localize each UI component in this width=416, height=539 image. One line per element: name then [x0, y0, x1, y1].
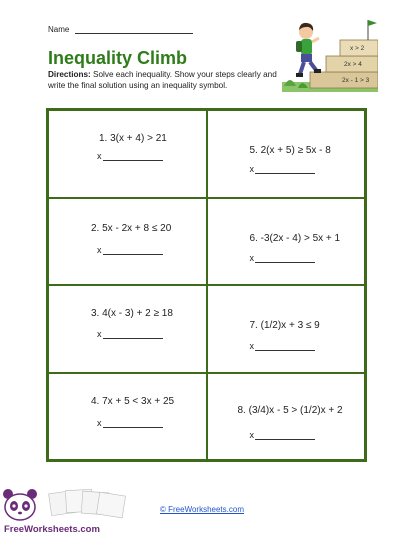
answer-field-2[interactable] — [97, 245, 163, 255]
answer-line-5[interactable] — [255, 165, 315, 174]
problem-cell-1 — [48, 110, 207, 198]
problem-cell-7 — [207, 285, 366, 373]
footer-link[interactable]: © FreeWorksheets.com — [160, 505, 244, 514]
problem-3: 3. 4(x - 3) + 2 ≥ 18 — [91, 308, 173, 319]
problem-8: 8. (3/4)x - 5 > (1/2)x + 2 — [237, 404, 343, 416]
problem-7: 7. (1/2)x + 3 ≤ 9 — [249, 320, 320, 331]
answer-field-4[interactable] — [97, 418, 163, 428]
answer-line-4[interactable] — [103, 419, 163, 428]
answer-prefix-2: x — [97, 244, 102, 255]
answer-line-2[interactable] — [103, 246, 163, 255]
problem-2: 2. 5x - 2x + 8 ≤ 20 — [91, 222, 172, 234]
freeworksheets-logo — [0, 488, 140, 538]
problem-cell-6 — [207, 198, 366, 286]
answer-field-3[interactable] — [97, 329, 163, 339]
answer-field-5[interactable] — [250, 164, 316, 174]
answer-field-8[interactable] — [250, 430, 316, 440]
name-label: Name — [48, 25, 70, 34]
worksheet-title: Inequality Climb — [48, 48, 188, 68]
problem-4: 4. 7x + 5 < 3x + 25 — [91, 395, 175, 407]
answer-line-8[interactable] — [255, 431, 315, 440]
answer-field-6[interactable] — [250, 253, 316, 263]
answer-prefix-8: x — [249, 429, 254, 440]
name-line[interactable] — [75, 25, 193, 34]
problem-grid — [46, 108, 367, 462]
step-label-3: x > 2 — [350, 45, 365, 52]
climbing-boy-illustration — [282, 16, 378, 92]
logo-text: FreeWorksheets.com — [4, 524, 100, 535]
directions — [48, 69, 283, 91]
problem-cell-8 — [207, 373, 366, 461]
problem-cell-3 — [48, 285, 207, 373]
answer-prefix-5: x — [249, 164, 254, 174]
answer-line-7[interactable] — [255, 342, 315, 351]
problem-6: 6. -3(2x - 4) > 5x + 1 — [249, 232, 341, 244]
problem-1: 1. 3(x + 4) > 21 — [99, 133, 167, 144]
answer-field-1[interactable] — [97, 151, 163, 161]
directions-text: Solve each inequality. Show your steps clearly and write the final solution using an inequality symbol. — [48, 70, 277, 90]
directions-label: Directions: — [48, 70, 91, 79]
problem-cell-2 — [48, 198, 207, 286]
step-label-2: 2x > 4 — [344, 61, 362, 68]
answer-prefix-6: x — [249, 252, 254, 263]
problem-cell-5 — [207, 110, 366, 198]
problem-5: 5. 2(x + 5) ≥ 5x - 8 — [249, 145, 331, 156]
answer-line-1[interactable] — [103, 152, 163, 161]
answer-prefix-1: x — [97, 151, 102, 161]
answer-line-6[interactable] — [255, 254, 315, 263]
answer-prefix-4: x — [97, 417, 102, 428]
name-field — [48, 25, 193, 34]
answer-prefix-7: x — [249, 341, 254, 351]
answer-prefix-3: x — [97, 329, 102, 339]
answer-field-7[interactable] — [250, 341, 316, 351]
step-label-1: 2x - 1 > 3 — [342, 77, 370, 84]
problem-cell-4 — [48, 373, 207, 461]
answer-line-3[interactable] — [103, 330, 163, 339]
